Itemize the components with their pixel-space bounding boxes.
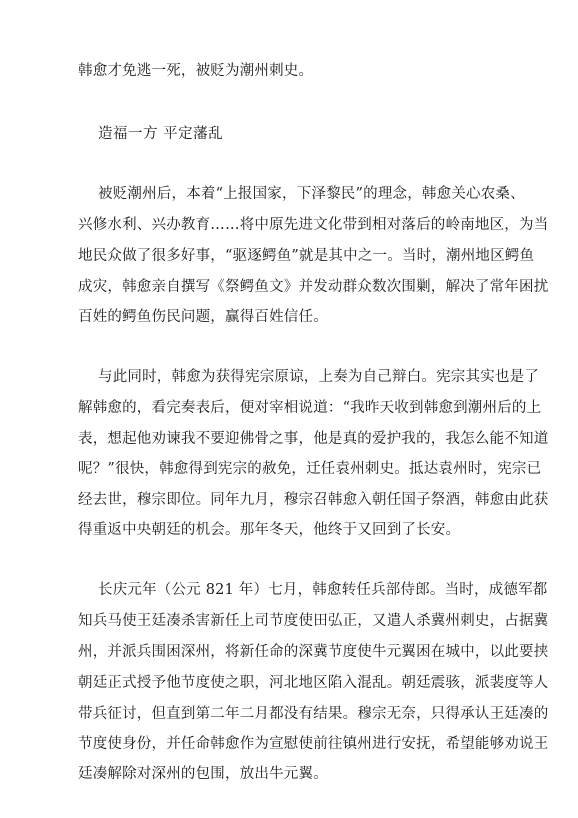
paragraph-line: 呢？”很快，韩愈得到宪宗的赦免，迁任袁州刺史。抵达袁州时，宪宗已 — [78, 461, 542, 477]
paragraph-line: 得重返中央朝廷的机会。那年冬天，他终于又回到了长安。 — [78, 522, 461, 538]
paragraph-line: 解韩愈的，看完奏表后，便对宰相说道：“我昨天收到韩愈到潮州后的上 — [78, 400, 542, 416]
section-heading: 造福一方 平定藩乱 — [98, 126, 224, 142]
paragraph-line: 被贬潮州后，本着“上报国家，下泽黎民”的理念，韩愈关心农桑、 — [98, 186, 525, 202]
paragraph-line: 地民众做了很多好事，“驱逐鳄鱼”就是其中之一。当时，潮州地区鳄鱼 — [78, 248, 535, 264]
paragraph-line: 知兵马使王廷凑杀害新任上司节度使田弘正，又遣人杀冀州刺史，占据冀 — [78, 613, 549, 629]
paragraph-line: 百姓的鳄鱼伤民问题，赢得百姓信任。 — [78, 309, 328, 325]
paragraph-line: 廷凑解除对深州的包围，放出牛元翼。 — [78, 766, 328, 782]
paragraph-line: 与此同时，韩愈为获得宪宗原谅，上奏为自己辩白。宪宗其实也是了 — [98, 369, 539, 385]
intro-line: 韩愈才免逃一死，被贬为潮州刺史。 — [78, 63, 314, 79]
paragraph-line: 成灾，韩愈亲自撰写《祭鳄鱼文》并发动群众数次围剿，解决了常年困扰 — [78, 279, 549, 295]
paragraph-line: 带兵征讨，但直到第二年二月都没有结果。穆宗无奈，只得承认王廷凑的 — [78, 706, 549, 722]
paragraph-line: 表，想起他劝谏我不要迎佛骨之事，他是真的爱护我的，我怎么能不知道 — [78, 431, 549, 447]
paragraph-line: 朝廷正式授予他节度使之职，河北地区陷入混乱。朝廷震骇，派裴度等人 — [78, 675, 549, 691]
paragraph-line: 州，并派兵围困深州，将新任命的深冀节度使牛元翼困在城中，以此要挟 — [78, 644, 549, 660]
paragraph-line: 节度使身份，并任命韩愈作为宣慰使前往镇州进行安抚，希望能够劝说王 — [78, 736, 549, 752]
paragraph-line: 长庆元年（公元 821 年）七月，韩愈转任兵部侍郎。当时，成德军都 — [98, 582, 548, 598]
paragraph-line: 兴修水利、兴办教育……将中原先进文化带到相对落后的岭南地区，为当 — [78, 217, 549, 233]
paragraph-line: 经去世，穆宗即位。同年九月，穆宗召韩愈入朝任国子祭酒，韩愈由此获 — [78, 492, 549, 508]
